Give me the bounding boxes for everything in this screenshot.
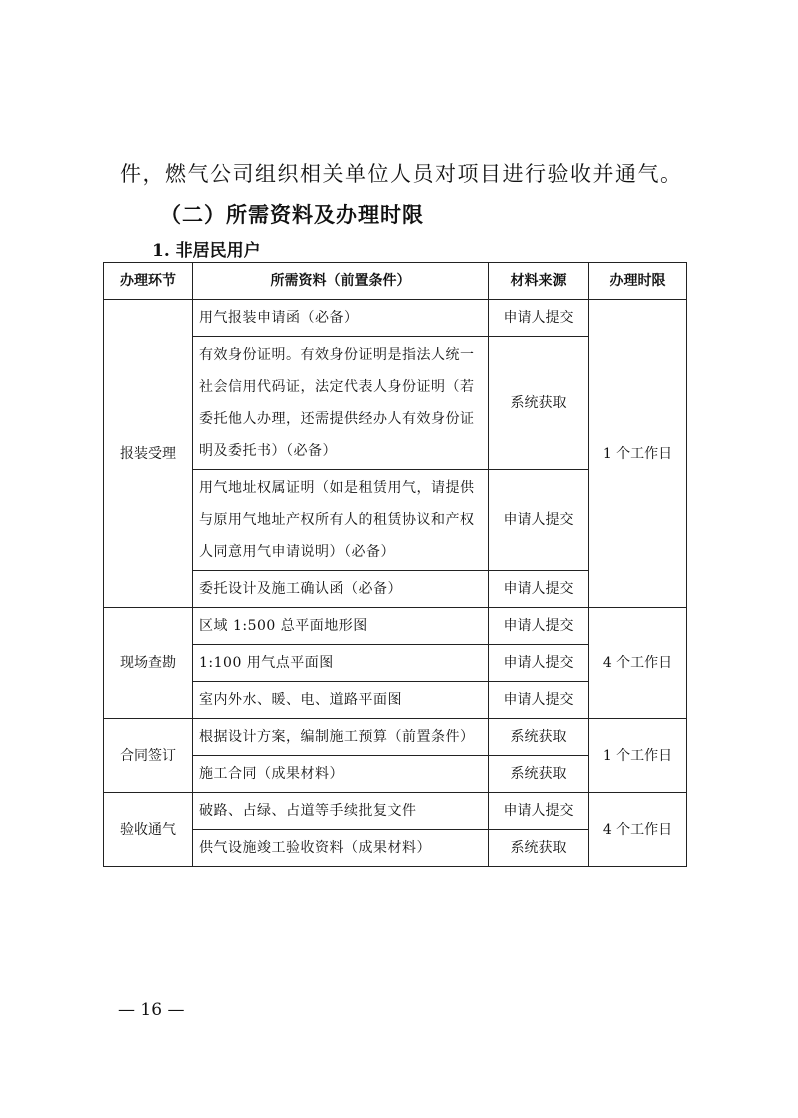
- stage-cell: 报装受理: [104, 300, 193, 608]
- material-cell: 委托设计及施工确认函（必备）: [193, 571, 489, 608]
- table-header-row: [104, 263, 687, 300]
- table-row: [104, 300, 687, 337]
- source-cell: 系统获取: [489, 830, 589, 867]
- source-cell: 系统获取: [489, 337, 589, 470]
- stage-cell: 合同签订: [104, 719, 193, 793]
- source-cell: 系统获取: [489, 719, 589, 756]
- material-cell: 破路、占绿、占道等手续批复文件: [193, 793, 489, 830]
- subsection-heading: [152, 236, 261, 261]
- header-stage: 办理环节: [104, 263, 193, 300]
- requirements-table: [103, 262, 687, 867]
- header-materials: 所需资料（前置条件）: [193, 263, 489, 300]
- material-cell: 区域 1:500 总平面地形图: [193, 608, 489, 645]
- section-heading: （二）所需资料及办理时限: [160, 203, 424, 227]
- source-cell: 申请人提交: [489, 608, 589, 645]
- stage-cell: 验收通气: [104, 793, 193, 867]
- stage-cell: 现场查勘: [104, 608, 193, 719]
- subsection-title: 非居民用户: [175, 241, 261, 261]
- material-cell: 根据设计方案，编制施工预算（前置条件）: [193, 719, 489, 756]
- time-limit-cell: 1 个工作日: [589, 719, 687, 793]
- source-cell: 申请人提交: [489, 571, 589, 608]
- source-cell: 申请人提交: [489, 793, 589, 830]
- source-cell: 申请人提交: [489, 682, 589, 719]
- table-row: [104, 719, 687, 756]
- material-cell: 供气设施竣工验收资料（成果材料）: [193, 830, 489, 867]
- page-number: — 16 —: [118, 1000, 185, 1020]
- time-limit-cell: 4 个工作日: [589, 608, 687, 719]
- body-paragraph-line: 件，燃气公司组织相关单位人员对项目进行验收并通气。: [120, 162, 683, 186]
- material-cell: 室内外水、暖、电、道路平面图: [193, 682, 489, 719]
- source-cell: 申请人提交: [489, 470, 589, 571]
- material-cell: 1:100 用气点平面图: [193, 645, 489, 682]
- material-cell: 施工合同（成果材料）: [193, 756, 489, 793]
- time-limit-cell: 4 个工作日: [589, 793, 687, 867]
- table-row: [104, 793, 687, 830]
- material-cell: 用气地址权属证明（如是租赁用气，请提供与原用气地址产权所有人的租赁协议和产权人同意用气申请说明）（必备）: [193, 470, 489, 571]
- header-source: 材料来源: [489, 263, 589, 300]
- subsection-number: 1.: [152, 241, 170, 261]
- source-cell: 申请人提交: [489, 300, 589, 337]
- material-cell: 用气报装申请函（必备）: [193, 300, 489, 337]
- header-time-limit: 办理时限: [589, 263, 687, 300]
- source-cell: 系统获取: [489, 756, 589, 793]
- source-cell: 申请人提交: [489, 645, 589, 682]
- material-cell: 有效身份证明。有效身份证明是指法人统一社会信用代码证，法定代表人身份证明（若委托他人办理，还需提供经办人有效身份证明及委托书）（必备）: [193, 337, 489, 470]
- table-row: [104, 608, 687, 645]
- time-limit-cell: 1 个工作日: [589, 300, 687, 608]
